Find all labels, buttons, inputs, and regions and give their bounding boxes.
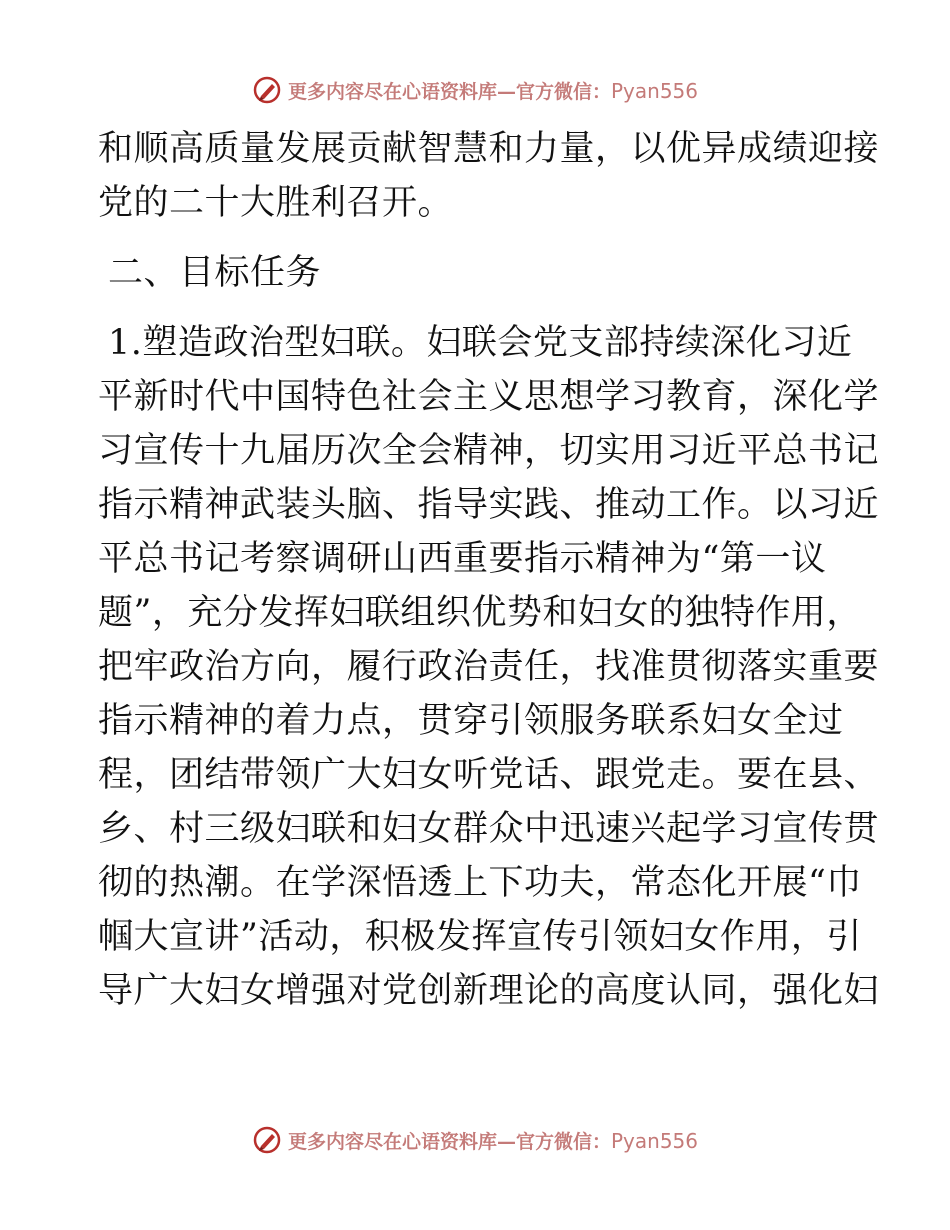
text-line: 程，团结带领广大妇女听党话、跟党走。要在县、	[98, 755, 880, 795]
text-line: 指示精神的着力点，贯穿引领服务联系妇女全过	[98, 701, 844, 741]
text-line: 帼大宣讲”活动，积极发挥宣传引领妇女作用，引	[98, 917, 862, 957]
text-line: 平新时代中国特色社会主义思想学习教育，深化学	[98, 377, 880, 417]
watermark-text: 更多内容尽在心语资料库—官方微信：Pyan556	[287, 1128, 699, 1153]
text-line: 乡、村三级妇联和妇女群众中迅速兴起学习宣传贯	[98, 809, 880, 849]
text-line: 1.塑造政治型妇联。妇联会党支部持续深化习近	[108, 323, 853, 363]
text-line: 导广大妇女增强对党创新理论的高度认同，强化妇	[98, 971, 880, 1011]
paragraph-intro-continuation	[98, 122, 880, 230]
document-body	[98, 122, 880, 1018]
heading-text: 二、目标任务	[108, 253, 322, 293]
text-line: 习宣传十九届历次全会精神，切实用习近平总书记	[98, 431, 880, 471]
paragraph-task-1	[98, 316, 880, 1018]
pen-logo-icon	[252, 75, 282, 105]
watermark-text: 更多内容尽在心语资料库—官方微信：Pyan556	[287, 78, 699, 103]
footer-watermark	[0, 1120, 950, 1160]
header-watermark	[0, 70, 950, 110]
text-line: 彻的热潮。在学深悟透上下功夫，常态化开展“巾	[98, 863, 862, 903]
text-line: 和顺高质量发展贡献智慧和力量，以优异成绩迎接	[98, 129, 880, 169]
pen-logo-icon	[252, 1125, 282, 1155]
text-line: 指示精神武装头脑、指导实践、推动工作。以习近	[98, 485, 880, 525]
text-line: 把牢政治方向，履行政治责任，找准贯彻落实重要	[98, 647, 880, 687]
text-line: 平总书记考察调研山西重要指示精神为“第一议	[98, 539, 827, 579]
section-heading	[98, 246, 858, 300]
text-line: 题”，充分发挥妇联组织优势和妇女的独特作用，	[98, 593, 862, 633]
text-line: 党的二十大胜利召开。	[98, 183, 454, 223]
